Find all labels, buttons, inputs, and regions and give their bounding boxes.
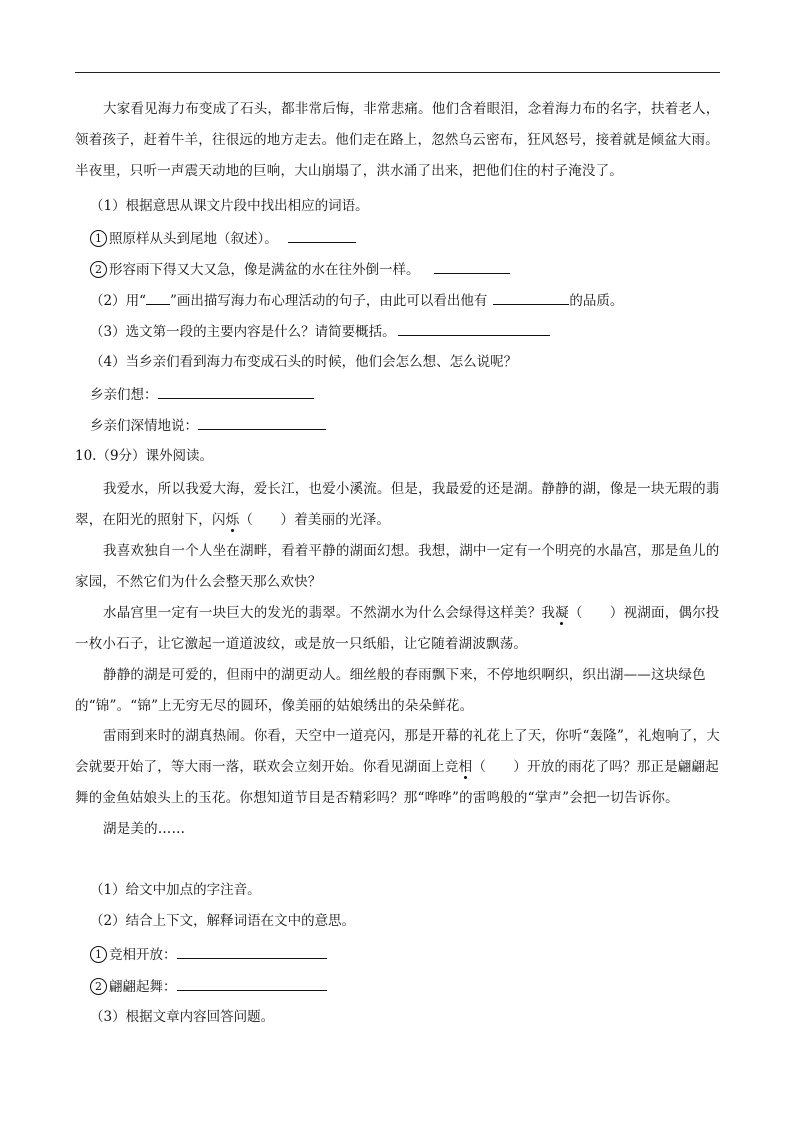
q2-pre: （2）用“ <box>90 293 146 309</box>
answer-blank[interactable] <box>288 228 356 243</box>
q1-stem: （1）根据意思从课文片段中找出相应的词语。 <box>90 198 369 214</box>
p3-text-a: 水晶宫里一定有一块巨大的发光的翡翠。不然湖水为什么会绿得这样美？我 <box>103 605 556 621</box>
answer-blank[interactable] <box>177 976 327 991</box>
passage-2-p5 <box>75 721 720 814</box>
q1-item-2 <box>90 259 510 280</box>
p5-text-b: （ ）开放的雨花了吗？那正是翩翩起舞的金鱼姑娘头上的玉花。你想知道节目是否精彩吗？那“哗哗”的雷鸣般的“掌声”会把一切告诉你。 <box>75 759 719 806</box>
q3 <box>90 321 550 342</box>
p3-text-b: （ ）视湖面，偶尔投一枚小石子，让它激起一道道波纹，或是放一只纸船，让它随着湖波飘荡。 <box>75 605 720 652</box>
passage-2-p3 <box>75 598 720 660</box>
q10-item-2b <box>90 976 327 997</box>
header-rule <box>75 72 720 73</box>
dotted-char: 凝 <box>555 605 569 621</box>
q4-say-label: 乡亲们深情地说： <box>90 418 198 434</box>
q4-think <box>90 384 314 405</box>
q10-item-2a-text: 竞相开放： <box>109 947 177 963</box>
answer-blank[interactable] <box>493 290 569 305</box>
q2-post: 的品质。 <box>569 293 624 309</box>
answer-blank[interactable] <box>158 384 314 399</box>
passage-1: 大家看见海力布变成了石头，都非常后悔，非常悲痛。他们含着眼泪，念着海力布的名字，扶着老人，领着孩子，赶着牛羊，往很远的地方走去。他们走在路上，忽然乌云密布，狂风怒号，接着就是倾盆大雨。半夜里，只听一声震天动地的巨响，大山崩塌了，洪水涌了出来，把他们住的村子淹没了。 <box>75 101 720 179</box>
q4-say <box>90 415 326 436</box>
circled-number: 1 <box>90 946 107 963</box>
q10-item-3: （3）根据文章内容回答问题。 <box>90 1009 275 1025</box>
answer-blank[interactable] <box>398 321 550 336</box>
answer-blank[interactable] <box>177 944 327 959</box>
q10-item-2b-text: 翩翩起舞： <box>109 979 177 995</box>
q2 <box>90 290 623 311</box>
circled-number: 2 <box>90 261 107 278</box>
passage-2-p1 <box>75 474 720 536</box>
q10-item-2: （2）结合上下文，解释词语在文中的意思。 <box>90 913 356 929</box>
answer-blank[interactable] <box>434 259 510 274</box>
q1-item-1 <box>90 228 356 249</box>
q10-item-1: （1）给文中加点的字注音。 <box>90 882 261 898</box>
q4-stem: （4）当乡亲们看到海力布变成石头的时候，他们会怎么想、怎么说呢？ <box>90 354 518 370</box>
dotted-char: 烁 <box>225 512 240 528</box>
passage-2-p2: 我喜欢独自一个人坐在湖畔，看着平静的湖面幻想。我想，湖中一定有一个明亮的水晶宫，那是鱼儿的家园，不然它们为什么会整天那么欢快？ <box>75 543 720 590</box>
circled-number: 1 <box>90 230 107 247</box>
q3-text: （3）选文第一段的主要内容是什么？请简要概括。 <box>90 324 396 340</box>
q1-item-2-text: 形容雨下得又大又急，像是满盆的水在往外倒一样。 <box>109 262 420 278</box>
q1-item-1-text: 照原样从头到尾地（叙述）。 <box>109 231 278 247</box>
dotted-char: 相 <box>458 759 473 775</box>
p5-text-a: 雷雨到来时的湖真热闹。你看，天空中一道亮闪，那是开幕的礼花上了天，你听“轰隆”，礼炮响了，大会就要开始了，等大雨一落，联欢会立刻开始。你看见湖面上竞 <box>75 728 721 775</box>
q10-item-2a <box>90 944 327 965</box>
passage-2-p6: 湖是美的…… <box>103 821 186 837</box>
circled-number: 2 <box>90 978 107 995</box>
q10-header: 10.（9分）课外阅读。 <box>75 448 214 464</box>
p1-text-b: （ ）着美丽的光泽。 <box>239 512 391 528</box>
q2-mid: ”画出描写海力布心理活动的句子，由此可以看出他有 <box>170 293 488 309</box>
q4-think-label: 乡亲们想： <box>90 387 158 403</box>
answer-blank[interactable] <box>198 415 326 430</box>
underline-sample <box>146 290 170 305</box>
passage-2-p4: 静静的湖是可爱的，但雨中的湖更动人。细丝般的春雨飘下来，不停地织啊织，织出湖——这块绿色的“锦”。“锦”上无穷无尽的圆环，像美丽的姑娘绣出的朵朵鲜花。 <box>75 667 706 714</box>
p1-text-a: 我爱水，所以我爱大海，爱长江，也爱小溪流。但是，我最爱的还是湖。静静的湖，像是一块无瑕的翡翠，在阳光的照射下，闪 <box>75 481 720 528</box>
